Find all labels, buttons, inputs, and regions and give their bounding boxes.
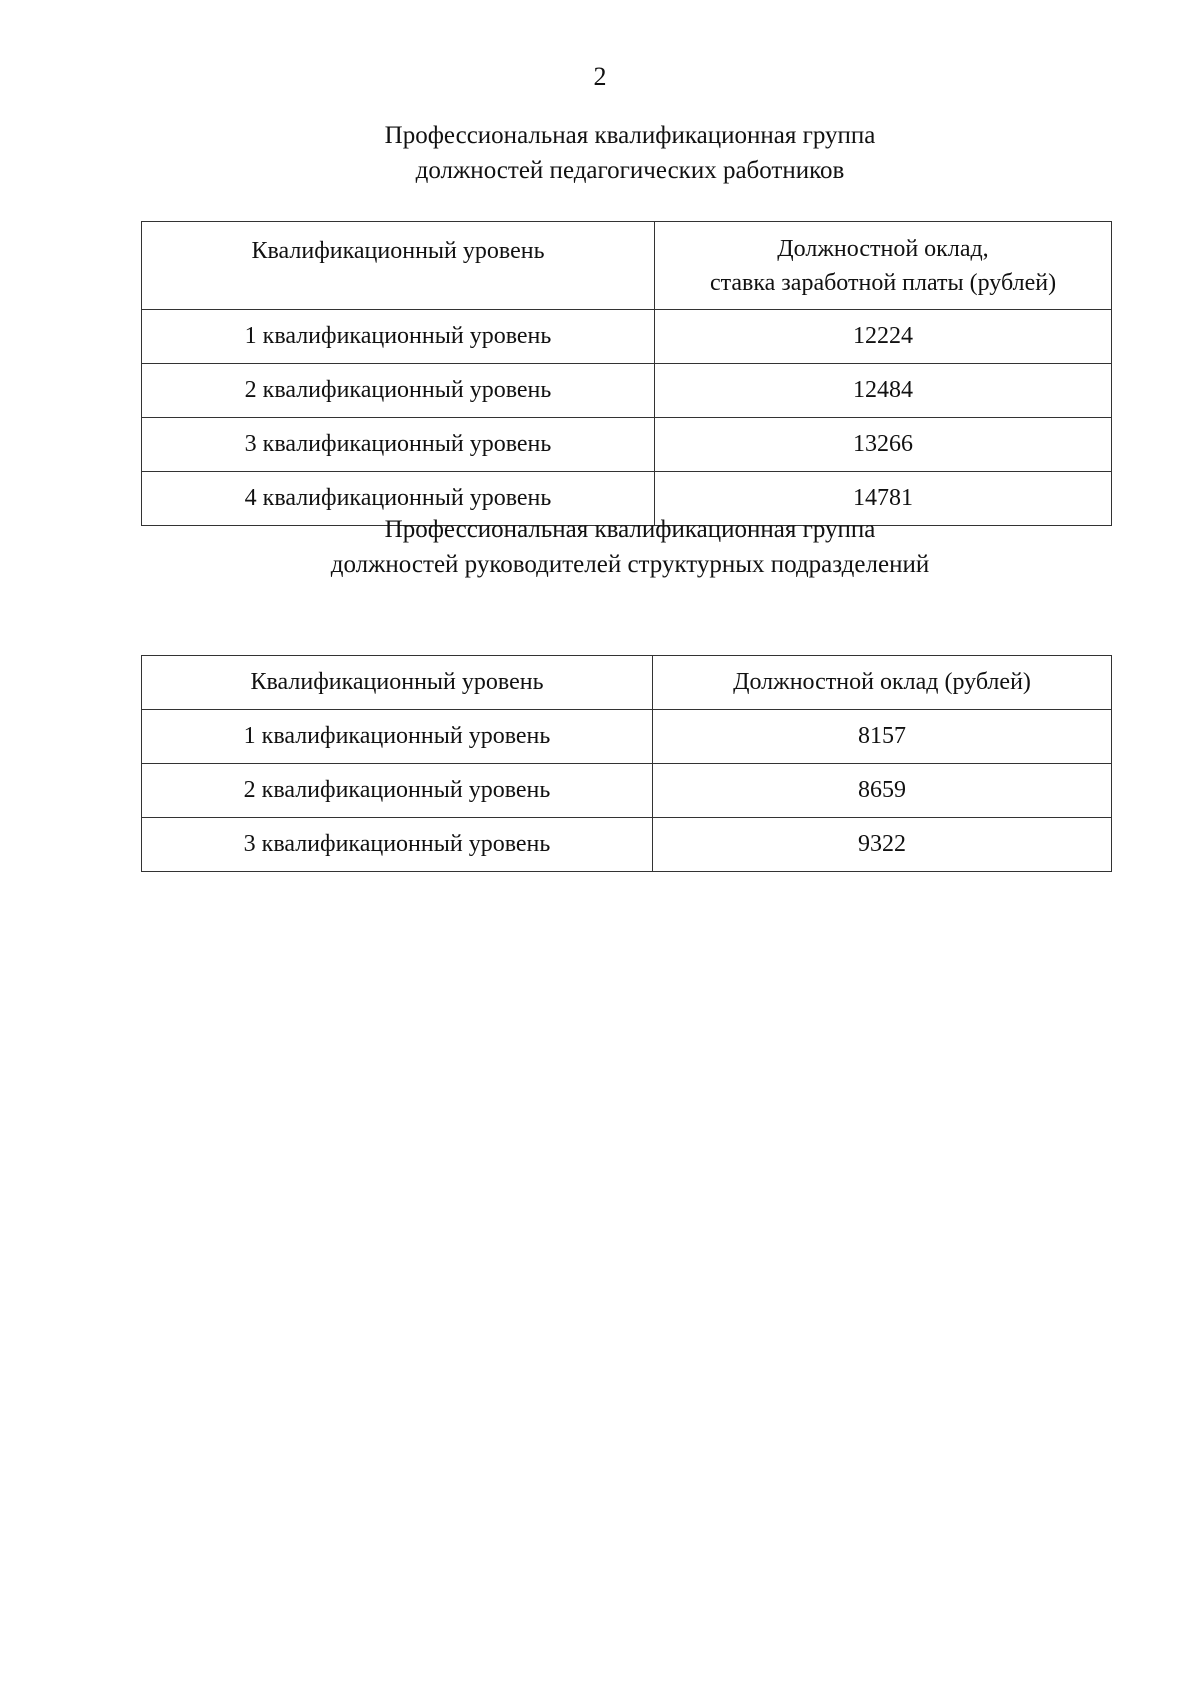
section-title-line: Профессиональная квалификационная группа [384,516,876,543]
header-salary: Должностной оклад (рублей) [653,656,1112,710]
section-title-pedagogical [30,118,1200,188]
header-level: Квалификационный уровень [142,656,653,710]
table-row [142,764,1112,818]
level-cell: 1 квалификационный уровень [142,310,655,364]
section-title-line: Профессиональная квалификационная группа [384,122,876,149]
table-row [142,710,1112,764]
salary-cell: 8659 [653,764,1112,818]
salary-table-managers [141,655,1112,872]
header-salary [655,222,1112,310]
section-title-line: должностей руководителей структурных подразделений [330,551,930,578]
salary-table-pedagogical [141,221,1112,526]
table-row [142,310,1112,364]
table-header-row [142,656,1112,710]
salary-cell: 9322 [653,818,1112,872]
level-cell: 3 квалификационный уровень [142,818,653,872]
section-title-managers [30,512,1200,582]
salary-cell: 13266 [655,418,1112,472]
salary-cell: 8157 [653,710,1112,764]
table-row [142,418,1112,472]
header-level: Квалификационный уровень [142,222,655,310]
salary-cell: 12484 [655,364,1112,418]
level-cell: 2 квалификационный уровень [142,364,655,418]
salary-cell: 12224 [655,310,1112,364]
table-header-row [142,222,1112,310]
header-salary-line: ставка заработной платы (рублей) [709,269,1057,296]
page-number: 2 [593,62,607,91]
salary-cell: 14781 [655,472,1112,526]
level-cell: 3 квалификационный уровень [142,418,655,472]
section-title-line: должностей педагогических работников [415,157,845,184]
level-cell: 1 квалификационный уровень [142,710,653,764]
header-salary-line: Должностной оклад, [777,235,989,262]
level-cell: 4 квалификационный уровень [142,472,655,526]
table-row [142,364,1112,418]
table-row [142,818,1112,872]
level-cell: 2 квалификационный уровень [142,764,653,818]
